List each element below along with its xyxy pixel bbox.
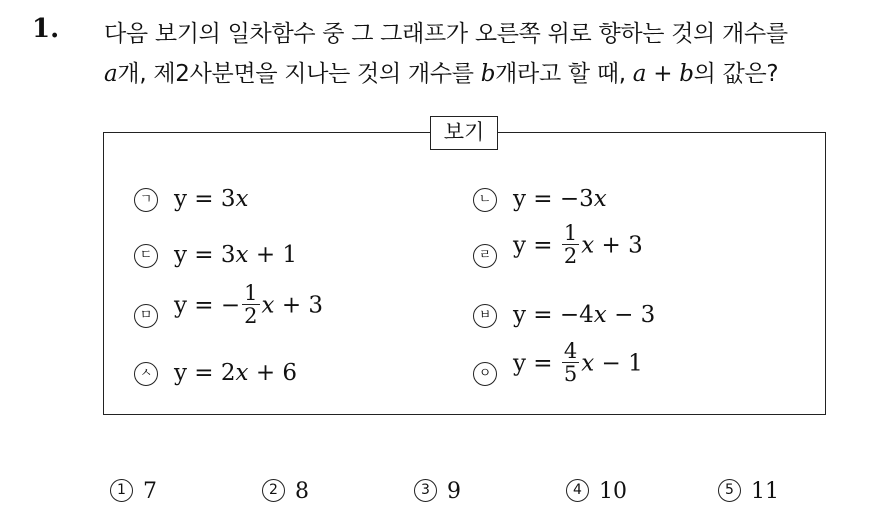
expr-a: a <box>632 61 647 87</box>
item-equation: y = 3x + 1 <box>174 242 298 268</box>
choice-2[interactable] <box>262 479 309 504</box>
line2-part2: 개라고 할 때, <box>495 61 633 87</box>
choice-value: 9 <box>447 479 461 504</box>
question-number: 1. <box>32 14 60 44</box>
var-a: a <box>104 61 118 87</box>
choice-number: 4 <box>566 479 589 502</box>
example-box-title: 보기 <box>430 116 498 150</box>
question-text-line1: 다음 보기의 일차함수 중 그 그래프가 오른쪽 위로 향하는 것의 개수를 <box>104 21 788 47</box>
choice-number: 2 <box>262 479 285 502</box>
item-equation: y = $\frac{1}{2}$ x + 3 <box>513 221 643 268</box>
fraction: $\frac{1}{2}$ <box>563 221 578 268</box>
expr-plus: + <box>646 61 680 87</box>
item-label: ㅅ <box>134 362 158 386</box>
item-label: ㄹ <box>473 244 497 268</box>
item-equation: y = − $\frac{1}{2}$ x + 3 <box>174 281 324 328</box>
var-b: b <box>480 61 496 87</box>
question-text-line2 <box>104 55 778 88</box>
item-label: ㄱ <box>134 188 158 212</box>
line2-part1: 개, 제2사분면을 지나는 것의 개수를 <box>117 61 481 87</box>
line2-end: 의 값은? <box>693 61 779 87</box>
choice-1[interactable] <box>110 479 157 504</box>
choice-3[interactable] <box>414 479 461 504</box>
fraction: $\frac{1}{2}$ <box>244 281 258 328</box>
choice-value: 8 <box>295 479 309 504</box>
item-label: ㄴ <box>473 188 497 212</box>
choice-value: 7 <box>143 479 157 504</box>
item-label: ㅂ <box>473 304 497 328</box>
expr-b: b <box>679 61 694 87</box>
item-label: ㄷ <box>134 244 158 268</box>
item-label: ㅁ <box>134 304 158 328</box>
choice-4[interactable] <box>566 479 627 504</box>
item-equation: y = 2x + 6 <box>174 360 298 386</box>
item-equation: y = $\frac{4}{5}$ x − 1 <box>513 339 643 386</box>
item-equation: y = −3x <box>513 186 607 212</box>
choice-5[interactable] <box>718 479 779 504</box>
choice-value: 10 <box>599 479 627 504</box>
fraction: $\frac{4}{5}$ <box>563 339 578 386</box>
item-equation: y = −4x − 3 <box>513 302 656 328</box>
choice-number: 3 <box>414 479 437 502</box>
choice-value: 11 <box>751 479 779 504</box>
item-label: ㅇ <box>473 362 497 386</box>
choice-number: 5 <box>718 479 741 502</box>
item-equation: y = 3x <box>174 186 249 212</box>
choice-number: 1 <box>110 479 133 502</box>
